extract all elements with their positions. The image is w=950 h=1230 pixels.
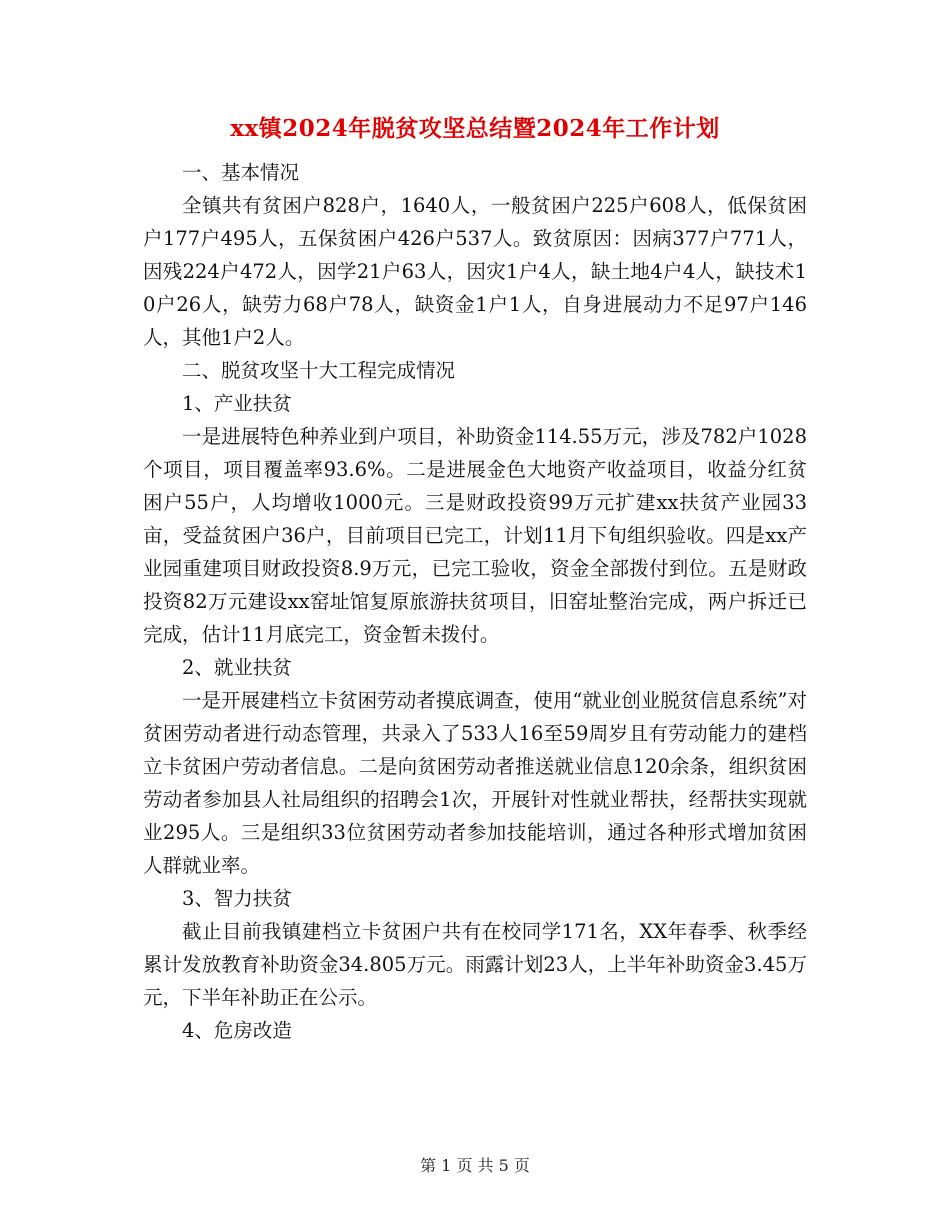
paragraph: 一是进展特色种养业到户项目，补助资金114.55万元，涉及782户1028个项目，项目覆盖率93.6%。二是进展金色大地资产收益项目，收益分红贫困户55户，人均增收1000元。三是财政投资99万元扩建xx扶贫产业园33亩，受益贫困户36户，目前项目已完工，计划11月下旬组织验收。四是xx产业园重建项目财政投资8.9万元，已完工验收，资金全部拨付到位。五是财政投资82万元建设xx窑址馆复原旅游扶贫项目，旧窑址整治完成，两户拆迁已完成，估计11月底完工，资金暂未拨付。 [143, 425, 807, 646]
subsection-heading: 3、智力扶贫 [182, 887, 292, 910]
document-title: xx镇2024年脱贫攻坚总结暨2024年工作计划 [230, 115, 720, 142]
subsection-heading: 2、就业扶贫 [182, 656, 292, 679]
section-heading: 二、脱贫攻坚十大工程完成情况 [182, 359, 456, 382]
section-heading: 一、基本情况 [182, 161, 300, 184]
page-number-footer: 第 1 页 共 5 页 [420, 1156, 530, 1175]
subsection-heading: 4、危房改造 [182, 1019, 292, 1042]
paragraph: 一是开展建档立卡贫困劳动者摸底调查，使用“就业创业脱贫信息系统”对贫困劳动者进行动态管理，共录入了533人16至59周岁且有劳动能力的建档立卡贫困户劳动者信息。二是向贫困劳动者推送就业信息120余条，组织贫困劳动者参加县人社局组织的招聘会1次，开展针对性就业帮扶，经帮扶实现就业295人。三是组织33位贫困劳动者参加技能培训，通过各种形式增加贫困人群就业率。 [143, 689, 807, 877]
subsection-heading: 1、产业扶贫 [182, 392, 292, 415]
paragraph: 全镇共有贫困户828户，1640人，一般贫困户225户608人，低保贫困户177户495人，五保贫困户426户537人。致贫原因：因病377户771人，因残224户472人，因学21户63人，因灾1户4人，缺土地4户4人，缺技术10户26人，缺劳力68户78人，缺资金1户1人，自身进展动力不足97户146人，其他1户2人。 [143, 194, 807, 349]
paragraph: 截止目前我镇建档立卡贫困户共有在校同学171名，XX年春季、秋季经累计发放教育补助资金34.805万元。雨露计划23人，上半年补助资金3.45万元，下半年补助正在公示。 [143, 920, 807, 1009]
document-body [143, 156, 807, 1047]
